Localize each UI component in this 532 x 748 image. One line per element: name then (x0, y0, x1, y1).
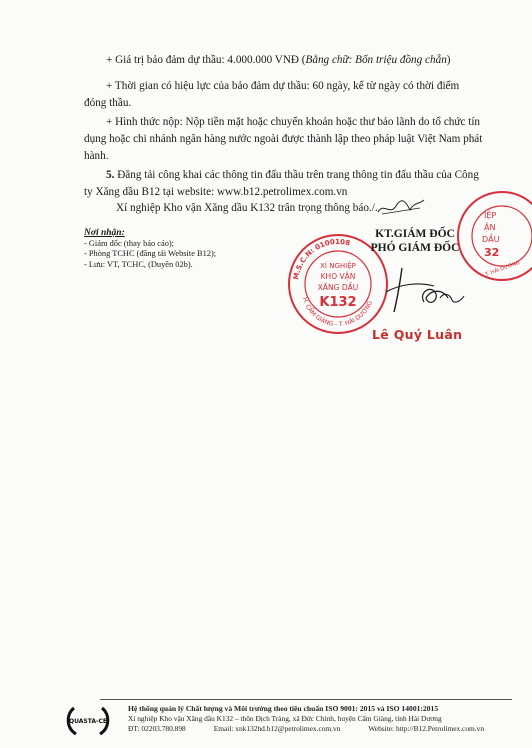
partial-stamp-line-3: DẦU (482, 235, 500, 244)
footer-divider (100, 699, 512, 700)
quasta-logo (66, 702, 110, 738)
validity-line-2: đóng thầu. (84, 97, 132, 109)
validity-line-1: + Thời gian có hiệu lực của bảo đảm dự thầu: 60 ngày, kể từ ngày có thời điểm (106, 80, 460, 92)
form-line-1: + Hình thức nộp: Nộp tiền mặt hoặc chuyển khoản hoặc thư bảo lãnh do tổ chức tín (106, 116, 481, 128)
partial-stamp-line-2: ẬN (484, 223, 496, 232)
footer-contacts (128, 724, 512, 733)
item-5-line-1: Đăng tải công khai các thông tin đấu thầu trên trang thông tin đấu thầu của Công (114, 169, 479, 181)
form-line-3: hành. (84, 150, 109, 162)
stamp-line-2: KHO VẬN (320, 272, 356, 281)
signer-name: Lê Quý Luân (372, 327, 463, 342)
stamp-ring-top: M.S.C.N: 0100108 (292, 237, 351, 281)
initials-mark (376, 198, 426, 218)
guarantee-value-text: + Giá trị bảo đảm dự thầu: 4.000.000 VNĐ ( (106, 54, 306, 66)
item-5-number: 5. (106, 169, 115, 181)
item-5-paragraph (84, 167, 484, 201)
partial-stamp-line-4: 32 (484, 246, 500, 259)
stamp-ring-bottom: H. CẨM GIÀNG - T. HẢI DƯƠNG (300, 296, 374, 329)
logo-text: QUASTA-CE (68, 718, 108, 725)
footer-address: Xí nghiệp Kho vận Xăng dầu K132 – thôn Địch Tràng, xã Đức Chính, huyện Cẩm Giàng, tỉnh Hải Dương (128, 714, 442, 723)
partial-stamp-line-1: IỆP (484, 211, 497, 220)
guarantee-value-words: Bằng chữ: Bốn triệu đồng chẵn (305, 54, 447, 66)
footer-email: Email: xnk132hd.b12@petrolimex.com.vn (213, 724, 341, 733)
signoff-line: Xí nghiệp Kho vận Xăng dầu K132 trân trọng thông báo./. (116, 202, 378, 214)
partial-stamp-ring: T. HẢI DƯƠNG (484, 259, 521, 278)
recipients-block (84, 228, 216, 270)
guarantee-value-suffix: ) (446, 54, 451, 66)
recipient-item: - Giám đốc (thay báo cáo); (84, 238, 174, 248)
signature-title-2: PHÓ GIÁM ĐỐC (370, 242, 460, 254)
footer-website: Website: http://B12.Petrolimex.com.vn (368, 724, 485, 733)
stamp-line-1: XÍ NGHIỆP (320, 262, 356, 270)
guarantee-value-paragraph (84, 52, 484, 69)
form-paragraph (84, 114, 484, 165)
item-5-line-2: ty Xăng dầu B12 tại website: www.b12.petrolimex.com.vn (84, 186, 348, 198)
recipient-item: - Phòng TCHC (đăng tải Website B12); (84, 249, 217, 258)
recipient-item: - Lưu: VT, TCHC, (Duyên 02b). (84, 259, 193, 269)
handwritten-signature (380, 262, 470, 322)
stamp-line-3: XĂNG DẦU (317, 283, 359, 292)
form-line-2: dụng hoặc chi nhánh ngân hàng nước ngoài được thành lập theo pháp luật Việt Nam phát (84, 133, 483, 145)
footer-phone: ĐT: 02203.780.898 (128, 724, 186, 733)
footer-title: Hệ thống quản lý Chất lượng và Môi trường theo tiêu chuẩn ISO 9001: 2015 và ISO 14001:2015 (128, 704, 439, 713)
signature-title-1: KT.GIÁM ĐỐC (375, 228, 455, 240)
validity-paragraph (84, 78, 484, 112)
stamp-line-4: K132 (319, 295, 357, 310)
recipients-heading: Nơi nhận: (84, 228, 125, 238)
